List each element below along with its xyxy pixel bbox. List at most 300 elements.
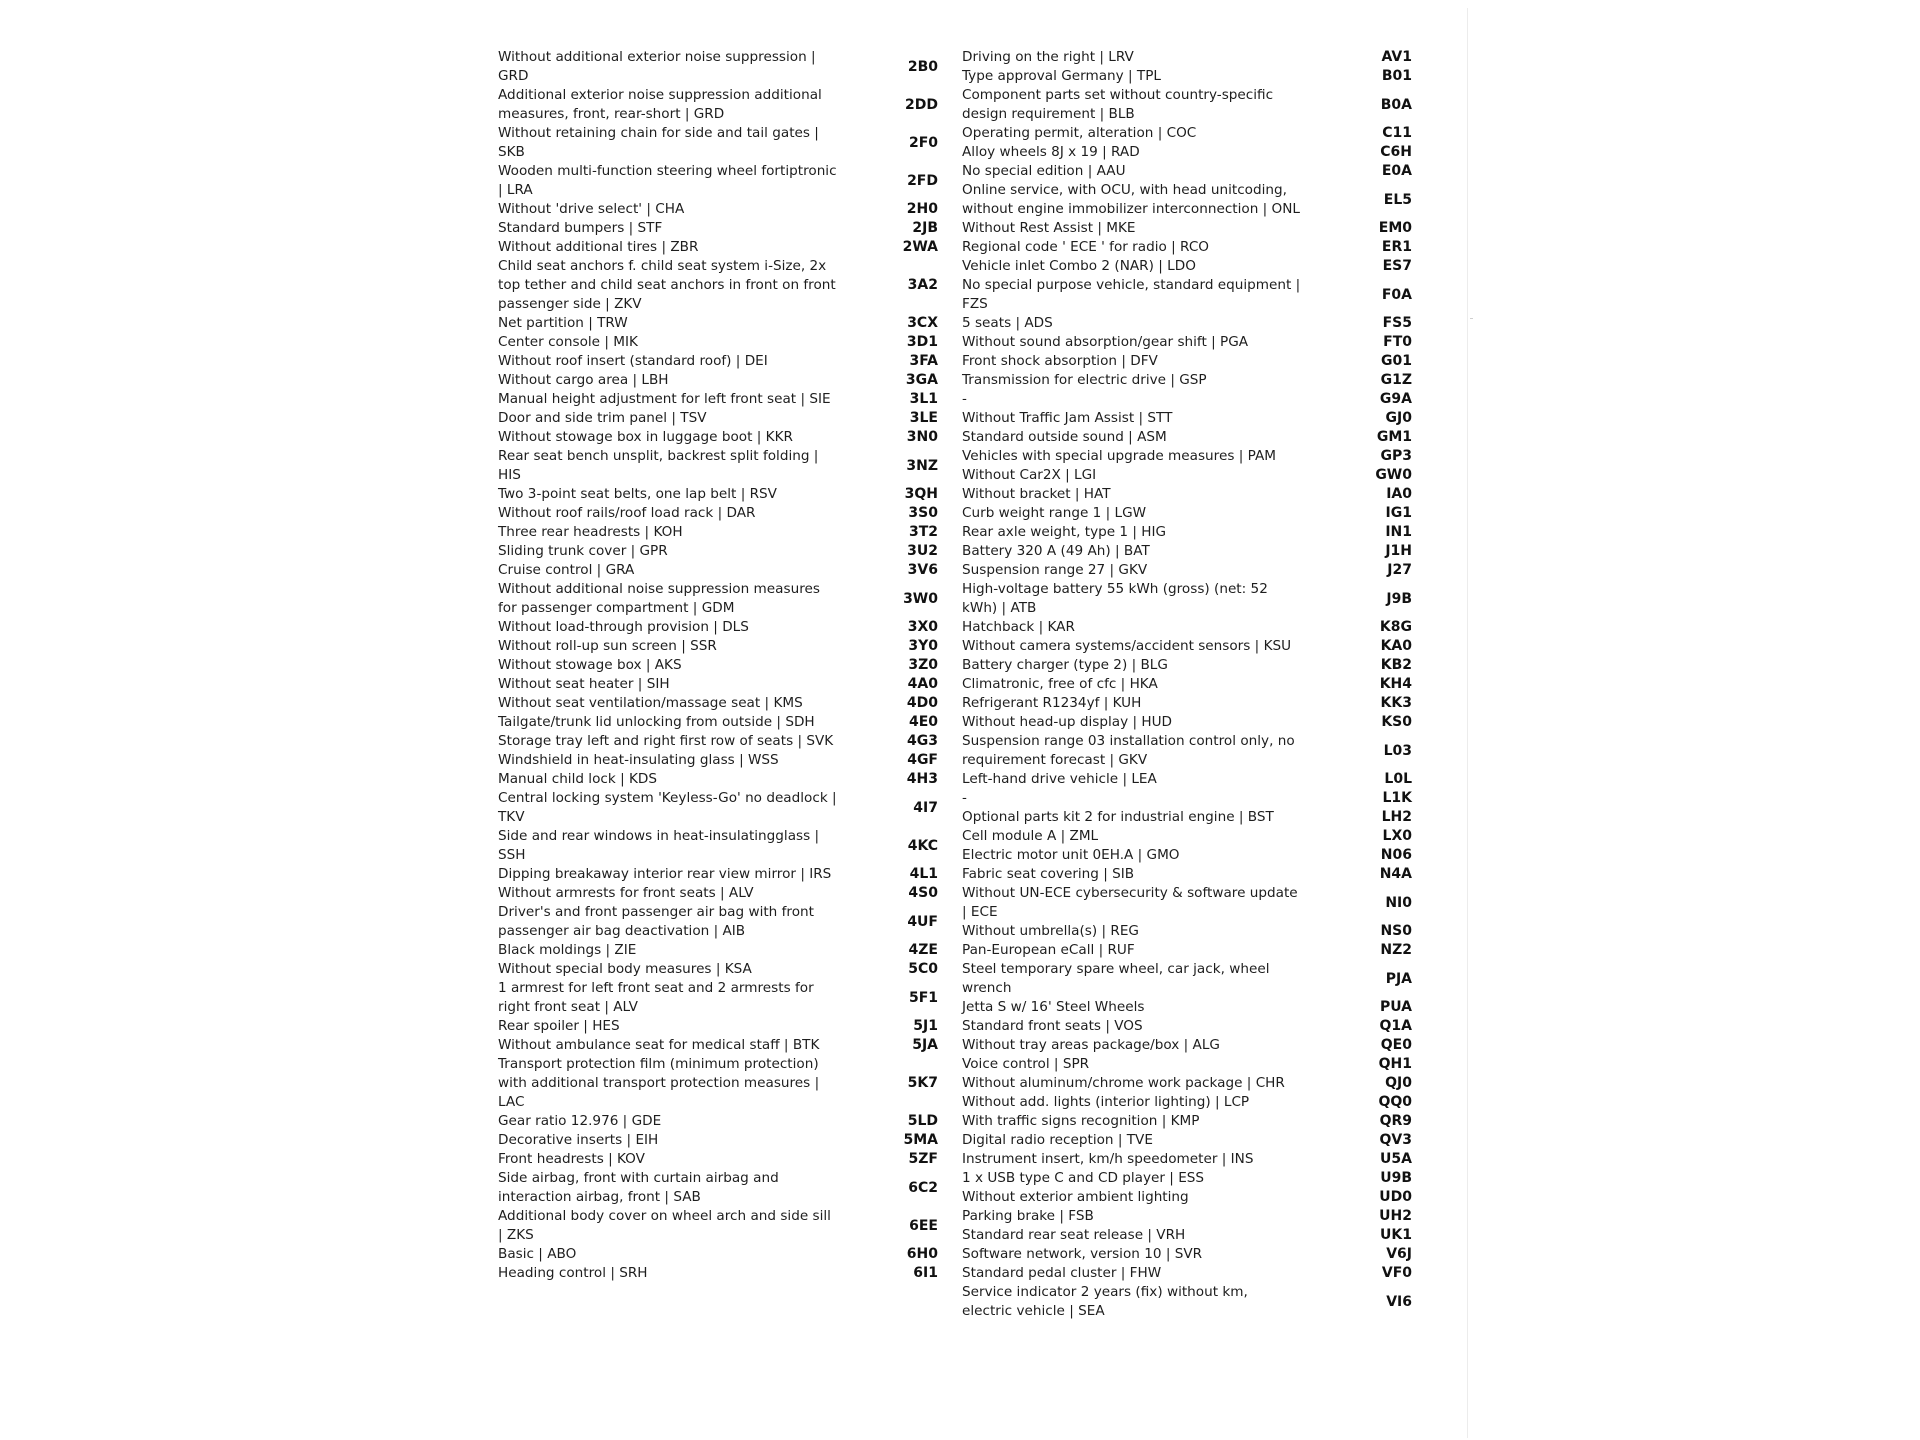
option-row — [962, 808, 1412, 827]
option-code: VI6 — [1386, 1293, 1412, 1310]
option-description: Cell module A | ZML — [962, 828, 1099, 844]
option-description: Alloy wheels 8J x 19 | RAD — [962, 144, 1140, 160]
option-description: Regional code ' ECE ' for radio | RCO — [962, 239, 1210, 255]
option-code: 5K7 — [907, 1075, 938, 1091]
option-description: Center console | MIK — [498, 334, 638, 350]
option-row — [962, 694, 1412, 713]
option-code: QE0 — [1380, 1037, 1412, 1053]
option-description: Operating permit, alteration | COC — [962, 125, 1197, 141]
option-description: - — [962, 391, 967, 407]
option-code: 4S0 — [908, 885, 938, 901]
option-description: Without head-up display | HUD — [962, 714, 1172, 730]
option-description: Rear seat bench unsplit, backrest split folding | HIS — [498, 448, 819, 483]
option-row — [498, 675, 938, 694]
option-code: VF0 — [1381, 1265, 1412, 1281]
scan-edge — [1467, 8, 1468, 1438]
option-code: 5J1 — [913, 1018, 938, 1034]
option-row — [962, 1245, 1412, 1264]
option-code: UH2 — [1379, 1208, 1412, 1224]
option-row — [962, 181, 1412, 219]
option-row — [498, 770, 938, 789]
option-row — [962, 865, 1412, 884]
option-row — [962, 48, 1412, 67]
option-row — [962, 1188, 1412, 1207]
option-description: Fabric seat covering | SIB — [962, 866, 1135, 882]
option-code: 3X0 — [907, 619, 938, 635]
option-row — [498, 352, 938, 371]
option-code: 4H3 — [906, 771, 938, 787]
option-row — [962, 409, 1412, 428]
option-row — [498, 865, 938, 884]
option-code: 3V6 — [907, 562, 938, 578]
option-code: LH2 — [1381, 809, 1412, 825]
option-code: 4E0 — [908, 714, 938, 730]
option-code: IG1 — [1385, 505, 1412, 521]
option-list-left — [498, 48, 938, 1283]
option-description: Battery 320 A (49 Ah) | BAT — [962, 543, 1150, 559]
option-code: 5ZF — [908, 1151, 938, 1167]
option-description: Curb weight range 1 | LGW — [962, 505, 1147, 521]
option-description: Without aluminum/chrome work package | CHR — [962, 1075, 1285, 1091]
option-code: 5JA — [912, 1037, 938, 1053]
option-code: UD0 — [1379, 1189, 1412, 1205]
option-row — [962, 960, 1412, 998]
option-row — [962, 219, 1412, 238]
option-code: FS5 — [1382, 315, 1412, 331]
option-code: 6I1 — [913, 1265, 938, 1281]
option-row — [962, 1169, 1412, 1188]
option-row — [962, 827, 1412, 846]
option-row — [962, 162, 1412, 181]
option-description: Front headrests | KOV — [498, 1151, 645, 1167]
option-description: Without 'drive select' | CHA — [498, 201, 685, 217]
option-description: Steel temporary spare wheel, car jack, wheel wrench — [962, 961, 1270, 996]
option-code: 4D0 — [906, 695, 938, 711]
option-description: 1 armrest for left front seat and 2 armrests for right front seat | ALV — [498, 980, 814, 1015]
option-description: Vehicle inlet Combo 2 (NAR) | LDO — [962, 258, 1196, 274]
option-code: 3T2 — [908, 524, 938, 540]
option-code: EL5 — [1383, 191, 1412, 208]
option-description: Without stowage box | AKS — [498, 657, 682, 673]
option-code: 4G3 — [907, 733, 938, 749]
option-row — [962, 789, 1412, 808]
option-description: Without cargo area | LBH — [498, 372, 669, 388]
option-row — [498, 409, 938, 428]
option-row — [962, 846, 1412, 865]
option-description: Transmission for electric drive | GSP — [962, 372, 1207, 388]
option-description: No special purpose vehicle, standard equipment | FZS — [962, 277, 1301, 312]
option-code: KA0 — [1380, 638, 1412, 654]
option-row — [498, 371, 938, 390]
option-description: Transport protection film (minimum protection) with additional transport protection measures | LAC — [498, 1056, 820, 1110]
option-row — [962, 1112, 1412, 1131]
option-code: GJ0 — [1385, 410, 1412, 426]
option-description: Suspension range 27 | GKV — [962, 562, 1148, 578]
option-description: Net partition | TRW — [498, 315, 628, 331]
option-description: Without exterior ambient lighting — [962, 1189, 1189, 1205]
option-code: FT0 — [1383, 334, 1412, 350]
option-row — [962, 1226, 1412, 1245]
option-description: Hatchback | KAR — [962, 619, 1075, 635]
option-description: Heading control | SRH — [498, 1265, 648, 1281]
option-code: 3NZ — [906, 457, 938, 474]
option-code: ES7 — [1382, 258, 1412, 274]
option-code: GM1 — [1376, 429, 1412, 445]
option-description: Standard bumpers | STF — [498, 220, 663, 236]
option-code: J1H — [1385, 543, 1412, 559]
option-row — [962, 1036, 1412, 1055]
option-description: Without bracket | HAT — [962, 486, 1111, 502]
option-code: AV1 — [1381, 49, 1412, 65]
option-row — [498, 694, 938, 713]
option-code: J9B — [1386, 590, 1412, 607]
option-row — [498, 580, 938, 618]
option-description: Service indicator 2 years (fix) without km, electric vehicle | SEA — [962, 1284, 1248, 1319]
option-description: Without camera systems/accident sensors | KSU — [962, 638, 1292, 654]
option-description: Without seat ventilation/massage seat | KMS — [498, 695, 803, 711]
option-description: Rear spoiler | HES — [498, 1018, 620, 1034]
option-description: Electric motor unit 0EH.A | GMO — [962, 847, 1180, 863]
option-description: Climatronic, free of cfc | HKA — [962, 676, 1158, 692]
option-row — [962, 1074, 1412, 1093]
option-row — [498, 1150, 938, 1169]
option-row — [962, 314, 1412, 333]
option-description: Without stowage box in luggage boot | KKR — [498, 429, 793, 445]
option-description: Tailgate/trunk lid unlocking from outside | SDH — [498, 714, 815, 730]
option-row — [962, 1207, 1412, 1226]
option-row — [498, 542, 938, 561]
option-code: 3D1 — [906, 334, 938, 350]
option-code: KK3 — [1380, 695, 1412, 711]
option-row — [962, 1131, 1412, 1150]
option-description: No special edition | AAU — [962, 163, 1126, 179]
option-description: Black moldings | ZIE — [498, 942, 637, 958]
option-description: Online service, with OCU, with head unitcoding, without engine immobilizer interconnection | ONL — [962, 182, 1300, 217]
option-code: L1K — [1382, 790, 1412, 806]
option-code: G01 — [1381, 353, 1412, 369]
option-code: 5C0 — [908, 961, 938, 977]
option-row — [498, 86, 938, 124]
option-row — [498, 960, 938, 979]
option-description: Side airbag, front with curtain airbag and interaction airbag, front | SAB — [498, 1170, 779, 1205]
option-row — [962, 713, 1412, 732]
option-description: Decorative inserts | EIH — [498, 1132, 659, 1148]
option-code: GW0 — [1375, 467, 1412, 483]
option-code: 6C2 — [908, 1179, 938, 1196]
option-row — [962, 333, 1412, 352]
option-code: QR9 — [1379, 1113, 1412, 1129]
option-description: Without additional exterior noise suppression | GRD — [498, 49, 816, 84]
option-description: Instrument insert, km/h speedometer | INS — [962, 1151, 1254, 1167]
option-row — [962, 1093, 1412, 1112]
option-description: Manual height adjustment for left front seat | SIE — [498, 391, 831, 407]
option-row — [962, 1264, 1412, 1283]
option-description: With traffic signs recognition | KMP — [962, 1113, 1200, 1129]
option-row — [962, 466, 1412, 485]
option-row — [498, 257, 938, 314]
option-row — [498, 637, 938, 656]
option-description: Storage tray left and right first row of seats | SVK — [498, 733, 834, 749]
option-code: 3W0 — [903, 590, 938, 607]
option-code: PUA — [1379, 999, 1412, 1015]
option-row — [962, 941, 1412, 960]
option-code: B0A — [1380, 96, 1412, 113]
option-description: Without roof insert (standard roof) | DEI — [498, 353, 768, 369]
scan-edge-mark — [1470, 318, 1473, 319]
option-list-right — [962, 48, 1412, 1321]
option-row — [962, 352, 1412, 371]
option-description: Optional parts kit 2 for industrial engine | BST — [962, 809, 1274, 825]
option-row — [962, 238, 1412, 257]
option-row — [498, 1055, 938, 1112]
option-description: Pan-European eCall | RUF — [962, 942, 1135, 958]
option-code: UK1 — [1380, 1227, 1412, 1243]
option-description: Without Car2X | LGI — [962, 467, 1097, 483]
option-code: IN1 — [1385, 524, 1412, 540]
option-row — [498, 504, 938, 523]
option-description: Without ambulance seat for medical staff | BTK — [498, 1037, 820, 1053]
option-code: 3A2 — [907, 277, 938, 293]
option-code: 3LE — [909, 410, 938, 426]
option-code: L0L — [1384, 771, 1412, 787]
option-row — [962, 371, 1412, 390]
option-description: Basic | ABO — [498, 1246, 577, 1262]
option-description: Parking brake | FSB — [962, 1208, 1094, 1224]
option-row — [498, 618, 938, 637]
option-code: 4KC — [907, 837, 938, 854]
option-description: Digital radio reception | TVE — [962, 1132, 1153, 1148]
option-row — [498, 1245, 938, 1264]
option-code: QH1 — [1378, 1056, 1412, 1072]
option-code: 5LD — [907, 1113, 938, 1129]
option-code: 2WA — [902, 239, 938, 255]
option-description: Door and side trim panel | TSV — [498, 410, 707, 426]
option-description: Without load-through provision | DLS — [498, 619, 749, 635]
option-description: Sliding trunk cover | GPR — [498, 543, 668, 559]
option-code: K8G — [1379, 619, 1412, 635]
option-code: 3N0 — [906, 429, 938, 445]
option-row — [962, 143, 1412, 162]
option-description: Voice control | SPR — [962, 1056, 1090, 1072]
option-code: 3QH — [904, 486, 938, 502]
option-description: Without UN-ECE cybersecurity & software update | ECE — [962, 885, 1298, 920]
option-description: Jetta S w/ 16' Steel Wheels — [962, 999, 1145, 1015]
option-row — [498, 124, 938, 162]
option-code: 3Z0 — [908, 657, 938, 673]
option-code: U5A — [1380, 1151, 1412, 1167]
option-row — [962, 86, 1412, 124]
option-code: ER1 — [1381, 239, 1412, 255]
option-code: N06 — [1380, 847, 1412, 863]
option-row — [498, 941, 938, 960]
option-row — [498, 333, 938, 352]
option-code: N4A — [1379, 866, 1412, 882]
option-row — [498, 1131, 938, 1150]
option-description: Without special body measures | KSA — [498, 961, 752, 977]
option-row — [962, 884, 1412, 922]
option-code: C6H — [1380, 144, 1412, 160]
option-code: NZ2 — [1380, 942, 1412, 958]
option-description: 5 seats | ADS — [962, 315, 1053, 331]
option-row — [498, 979, 938, 1017]
option-description: Without retaining chain for side and tail gates | SKB — [498, 125, 819, 160]
option-description: Additional exterior noise suppression additional measures, front, rear-short | GRD — [498, 87, 822, 122]
option-row — [498, 884, 938, 903]
option-code: 4UF — [907, 913, 938, 930]
option-code: QQ0 — [1378, 1094, 1412, 1110]
option-code: 3U2 — [907, 543, 938, 559]
option-row — [498, 751, 938, 770]
option-code: 3Y0 — [908, 638, 938, 654]
option-description: Software network, version 10 | SVR — [962, 1246, 1203, 1262]
option-row — [962, 485, 1412, 504]
option-row — [962, 67, 1412, 86]
option-code: 3FA — [909, 353, 938, 369]
option-code: 4I7 — [913, 799, 938, 816]
option-row — [962, 447, 1412, 466]
option-description: Suspension range 03 installation control only, no requirement forecast | GKV — [962, 733, 1295, 768]
option-code: 3L1 — [909, 391, 938, 407]
option-description: Rear axle weight, type 1 | HIG — [962, 524, 1167, 540]
option-row — [962, 428, 1412, 447]
option-description: High-voltage battery 55 kWh (gross) (net: 52 kWh) | ATB — [962, 581, 1268, 616]
option-code: L03 — [1383, 742, 1412, 759]
option-description: Battery charger (type 2) | BLG — [962, 657, 1168, 673]
option-description: Without sound absorption/gear shift | PGA — [962, 334, 1249, 350]
option-code: LX0 — [1382, 828, 1412, 844]
option-code: 2F0 — [908, 134, 938, 151]
option-code: PJA — [1385, 970, 1412, 987]
option-row — [962, 637, 1412, 656]
option-description: Windshield in heat-insulating glass | WSS — [498, 752, 779, 768]
option-row — [498, 789, 938, 827]
option-code: KS0 — [1381, 714, 1412, 730]
option-description: Without additional tires | ZBR — [498, 239, 699, 255]
option-code: 3CX — [907, 315, 938, 331]
option-description: Component parts set without country-specific design requirement | BLB — [962, 87, 1274, 122]
option-row — [498, 523, 938, 542]
option-code: KH4 — [1379, 676, 1412, 692]
option-row — [962, 523, 1412, 542]
option-row — [962, 1283, 1412, 1321]
option-row — [962, 542, 1412, 561]
option-description: Without tray areas package/box | ALG — [962, 1037, 1220, 1053]
option-description: Central locking system 'Keyless-Go' no deadlock | TKV — [498, 790, 837, 825]
option-code: V6J — [1386, 1246, 1412, 1262]
option-code: 6EE — [909, 1217, 938, 1234]
option-row — [498, 1169, 938, 1207]
option-description: Gear ratio 12.976 | GDE — [498, 1113, 662, 1129]
option-row — [962, 390, 1412, 409]
option-row — [498, 428, 938, 447]
option-code: 4A0 — [907, 676, 938, 692]
option-code: B01 — [1381, 68, 1412, 84]
option-row — [498, 656, 938, 675]
option-description: Wooden multi-function steering wheel fortiptronic | LRA — [498, 163, 837, 198]
option-row — [498, 314, 938, 333]
option-description: Three rear headrests | KOH — [498, 524, 683, 540]
option-row — [498, 903, 938, 941]
option-row — [498, 390, 938, 409]
option-code: GP3 — [1380, 448, 1412, 464]
option-row — [498, 48, 938, 86]
option-code: EM0 — [1378, 220, 1412, 236]
option-description: Without roof rails/roof load rack | DAR — [498, 505, 756, 521]
option-code: IA0 — [1386, 486, 1412, 502]
option-description: Without seat heater | SIH — [498, 676, 670, 692]
option-row — [962, 276, 1412, 314]
option-description: Type approval Germany | TPL — [962, 68, 1161, 84]
option-description: Refrigerant R1234yf | KUH — [962, 695, 1142, 711]
option-row — [962, 124, 1412, 143]
option-row — [962, 1055, 1412, 1074]
option-row — [498, 447, 938, 485]
option-description: Cruise control | GRA — [498, 562, 635, 578]
option-row — [498, 732, 938, 751]
option-row — [498, 1112, 938, 1131]
option-code: 2DD — [905, 96, 938, 113]
option-row — [962, 732, 1412, 770]
option-description: Two 3-point seat belts, one lap belt | RSV — [498, 486, 777, 502]
option-row — [962, 675, 1412, 694]
option-code: 6H0 — [906, 1246, 938, 1262]
option-row — [498, 1017, 938, 1036]
option-description: Driving on the right | LRV — [962, 49, 1134, 65]
option-code: 3S0 — [908, 505, 938, 521]
option-row — [962, 1150, 1412, 1169]
option-row — [962, 504, 1412, 523]
option-description: Without additional noise suppression measures for passenger compartment | GDM — [498, 581, 820, 616]
option-code: NI0 — [1385, 894, 1412, 911]
option-description: Without umbrella(s) | REG — [962, 923, 1139, 939]
option-row — [498, 219, 938, 238]
option-row — [962, 770, 1412, 789]
option-description: Left-hand drive vehicle | LEA — [962, 771, 1157, 787]
option-row — [498, 1264, 938, 1283]
option-code: 2H0 — [906, 201, 938, 217]
option-description: Without roll-up sun screen | SSR — [498, 638, 717, 654]
option-description: 1 x USB type C and CD player | ESS — [962, 1170, 1205, 1186]
option-row — [498, 1036, 938, 1055]
option-code: NS0 — [1380, 923, 1412, 939]
option-code: 2B0 — [907, 58, 938, 75]
option-code: QV3 — [1379, 1132, 1412, 1148]
option-row — [498, 1207, 938, 1245]
option-row — [962, 618, 1412, 637]
option-code: Q1A — [1379, 1018, 1412, 1034]
option-code: 3GA — [905, 372, 938, 388]
option-description: Without add. lights (interior lighting) | LCP — [962, 1094, 1250, 1110]
option-description: Driver's and front passenger air bag with front passenger air bag deactivation | AIB — [498, 904, 814, 939]
option-row — [498, 200, 938, 219]
option-description: Child seat anchors f. child seat system i-Size, 2x top tether and child seat anchors in front on front passenger side | ZKV — [498, 258, 836, 312]
option-code: 2FD — [907, 172, 938, 189]
option-code: KB2 — [1380, 657, 1412, 673]
option-description: Vehicles with special upgrade measures | PAM — [962, 448, 1276, 464]
option-row — [962, 656, 1412, 675]
option-code: 4GF — [907, 752, 938, 768]
option-description: Front shock absorption | DFV — [962, 353, 1158, 369]
option-description: Standard front seats | VOS — [962, 1018, 1143, 1034]
option-description: Standard outside sound | ASM — [962, 429, 1167, 445]
option-description: Standard pedal cluster | FHW — [962, 1265, 1162, 1281]
option-code: 5F1 — [908, 989, 938, 1006]
option-code: 2JB — [912, 220, 938, 236]
option-code: 5MA — [903, 1132, 938, 1148]
option-code: F0A — [1381, 286, 1412, 303]
option-row — [962, 257, 1412, 276]
option-description: Side and rear windows in heat-insulatingglass | SSH — [498, 828, 820, 863]
